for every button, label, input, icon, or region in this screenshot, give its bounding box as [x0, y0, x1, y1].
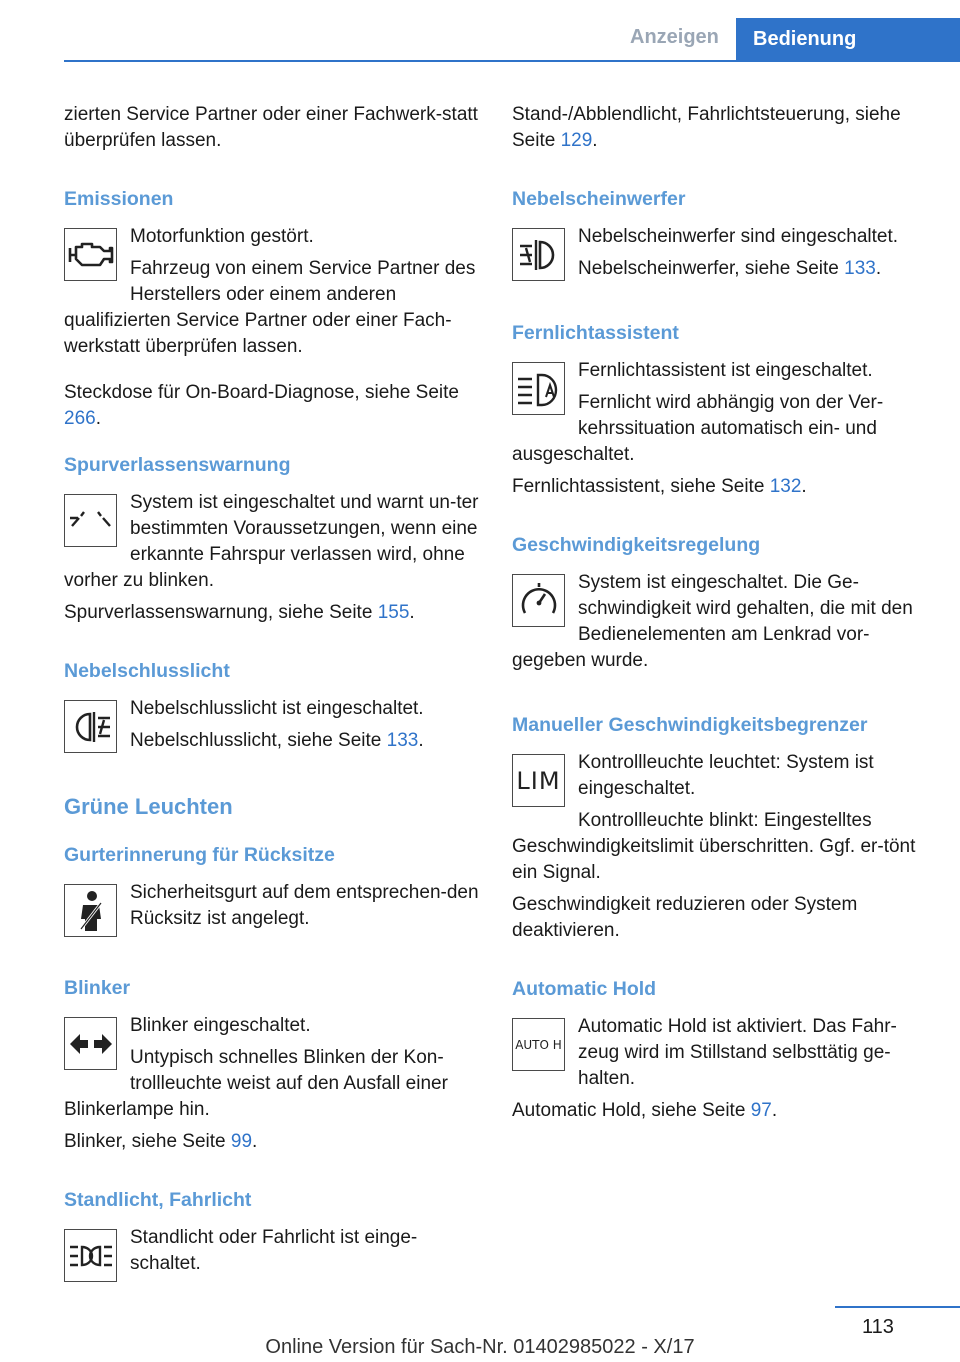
fernlicht-line2: Fernlicht wird abhängig von der Ver-kehrssituation automatisch ein- und ausgeschaltet.	[512, 392, 884, 465]
parking-light-icon	[64, 1229, 117, 1282]
heading-blinker: Blinker	[64, 977, 131, 999]
page-number: 113	[862, 1316, 894, 1338]
rear-fog-light-icon	[64, 700, 117, 753]
begrenzer-line3: Geschwindigkeit reduzieren oder System deaktivieren.	[512, 894, 858, 941]
engine-icon	[64, 228, 117, 281]
entry-nebelschein	[512, 224, 930, 288]
link-page-97[interactable]: 97	[750, 1100, 772, 1121]
blinker-line1: Blinker eingeschaltet.	[130, 1015, 311, 1036]
link-page-99[interactable]: 99	[230, 1131, 253, 1152]
heading-standlicht: Standlicht, Fahrlicht	[64, 1189, 252, 1211]
heading-fernlichtassistent: Fernlichtassistent	[512, 322, 679, 344]
entry-emissionen	[64, 224, 482, 366]
entry-spur	[64, 490, 482, 600]
entry-autohold	[512, 1014, 930, 1098]
link-page-129[interactable]: 129	[560, 130, 593, 151]
link-page-133-left[interactable]: 133	[386, 730, 419, 751]
speed-limiter-icon: LIM	[512, 754, 565, 807]
right-intro: Stand-/Abblendlicht, Fahrlichtsteuerung, siehe Seite 129.	[512, 104, 901, 151]
header-rule	[64, 60, 960, 62]
steckdose-ref: Steckdose für On-Board-Diagnose, siehe Seite 266.	[64, 382, 459, 429]
page-header	[0, 0, 960, 62]
gurt-line1: Sicherheitsgurt auf dem entsprechen-den Rücksitz ist angelegt.	[130, 882, 479, 929]
link-page-155[interactable]: 155	[377, 602, 410, 623]
entry-fernlicht	[512, 358, 930, 474]
heading-begrenzer: Manueller Geschwindigkeitsbegrenzer	[512, 714, 868, 736]
tab-bedienung[interactable]: Bedienung	[736, 18, 960, 62]
footer-rule	[835, 1306, 960, 1308]
entry-gurt	[64, 880, 482, 943]
blinker-ref: Blinker, siehe Seite 99.	[64, 1131, 258, 1152]
link-page-133-right[interactable]: 133	[844, 258, 876, 279]
standlicht-line1: Standlicht oder Fahrlicht ist einge-schaltet.	[130, 1227, 418, 1274]
spur-line1: System ist eingeschaltet und warnt un-ter bestimmten Voraussetzungen, wenn eine erkannte Fahrspur verlassen wird, ohne vorher zu blinken.	[64, 492, 479, 591]
heading-geschwindigkeitsregelung: Geschwindigkeitsregelung	[512, 534, 761, 556]
fernlicht-ref: Fernlichtassistent, siehe Seite 132.	[512, 476, 807, 497]
left-column	[64, 102, 482, 1288]
heading-emissionen: Emissionen	[64, 188, 174, 210]
link-page-132[interactable]: 132	[769, 476, 802, 497]
link-page-266[interactable]: 266	[64, 408, 96, 429]
entry-begrenzer	[512, 750, 930, 892]
spur-ref: Spurverlassenswarnung, siehe Seite 155.	[64, 602, 415, 623]
entry-blinker	[64, 1013, 482, 1129]
lane-departure-icon	[64, 494, 117, 547]
entry-standlicht	[64, 1225, 482, 1288]
nebelschein-line1: Nebelscheinwerfer sind eingeschaltet.	[578, 226, 899, 247]
autohold-ref: Automatic Hold, siehe Seite 97.	[512, 1100, 778, 1121]
heading-automatic-hold: Automatic Hold	[512, 978, 657, 1000]
cruise-control-icon	[512, 574, 565, 627]
heading-gurterinnerung: Gurterinnerung für Rücksitze	[64, 844, 335, 866]
nebelschluss-line1: Nebelschlusslicht ist eingeschaltet.	[130, 698, 424, 719]
heading-gruene-leuchten: Grüne Leuchten	[64, 794, 233, 819]
geschw-line1: System ist eingeschaltet. Die Ge-schwindigkeit wird gehalten, die mit den Bedienelementen am Lenkrad vor-gegeben wurde.	[512, 572, 913, 671]
nebelschluss-ref: Nebelschlusslicht, siehe Seite 133.	[130, 730, 424, 751]
footer-online-version: Online Version für Sach-Nr. 01402985022 - X/17	[265, 1336, 695, 1358]
autohold-line1: Automatic Hold ist aktiviert. Das Fahr-zeug wird im Stillstand selbsttätig ge-halten.	[578, 1016, 897, 1089]
blinker-line2: Untypisch schnelles Blinken der Kon-trollleuchte weist auf den Ausfall einer Blinkerlampe hin.	[64, 1047, 448, 1120]
emissionen-line1: Motorfunktion gestört.	[130, 226, 314, 247]
entry-geschw	[512, 570, 930, 680]
fernlicht-line1: Fernlichtassistent ist eingeschaltet.	[578, 360, 873, 381]
turn-signal-icon	[64, 1017, 117, 1070]
high-beam-assist-icon	[512, 362, 565, 415]
right-column	[512, 102, 930, 1130]
heading-nebelscheinwerfer: Nebelscheinwerfer	[512, 188, 686, 210]
intro-text: zierten Service Partner oder einer Fachwerk-statt überprüfen lassen.	[64, 104, 478, 151]
begrenzer-line2: Kontrollleuchte blinkt: Eingestelltes Geschwindigkeitslimit überschritten. Ggf. er-tönt ein Signal.	[512, 810, 916, 883]
seatbelt-icon	[64, 884, 117, 937]
heading-nebelschlusslicht: Nebelschlusslicht	[64, 660, 230, 682]
entry-nebelschluss	[64, 696, 482, 760]
heading-spurverlassenswarnung: Spurverlassenswarnung	[64, 454, 291, 476]
front-fog-light-icon	[512, 228, 565, 281]
nebelschein-ref: Nebelscheinwerfer, siehe Seite 133.	[578, 258, 882, 279]
emissionen-line2: Fahrzeug von einem Service Partner des Herstellers oder einem anderen qualifizierten Service Partner oder einer Fach-werkstatt überprüfen lassen.	[64, 258, 476, 357]
begrenzer-line1: Kontrollleuchte leuchtet: System ist eingeschaltet.	[578, 752, 874, 799]
tab-anzeigen[interactable]: Anzeigen	[630, 26, 719, 48]
auto-hold-icon: AUTO H	[512, 1018, 565, 1071]
